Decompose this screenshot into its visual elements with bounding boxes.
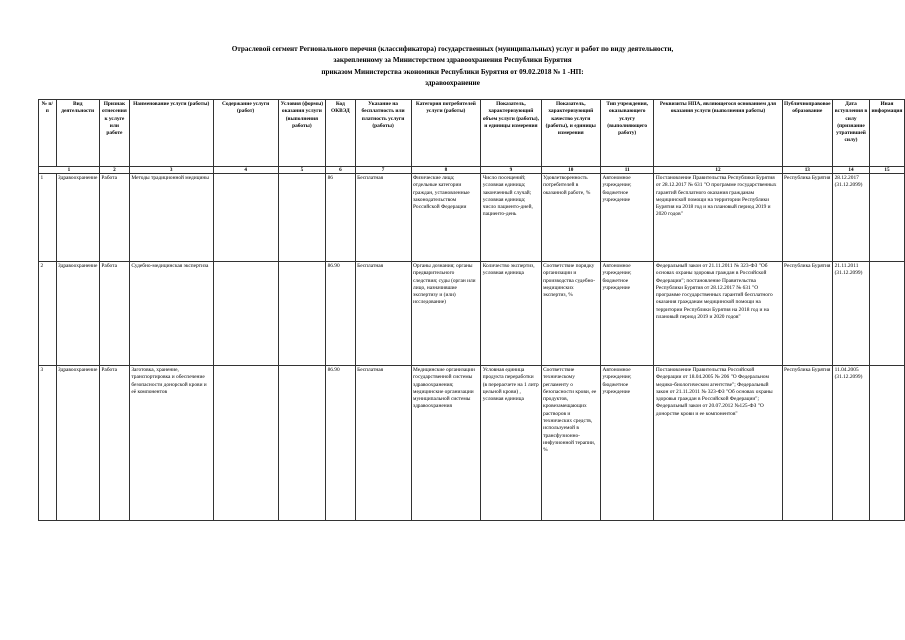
okved-cell: 86.90: [326, 262, 356, 366]
column-number: 8: [411, 167, 481, 174]
volume-cell: Число посещений; условная единица; законченный случай; условная единица; число пациенто-дней, пациенто-день: [481, 174, 541, 262]
volume-cell: Количество экспертиз, условная единица: [481, 262, 541, 366]
table-row: [39, 262, 905, 366]
okved-cell: 86.90: [326, 366, 356, 521]
row-number: 1: [39, 174, 57, 262]
column-number: 10: [541, 167, 600, 174]
quality-cell: Удовлетворенность потребителей в оказанной работе, %: [541, 174, 600, 262]
quality-cell: Соответствие порядку организации и производства судебно-медицинских экспертиз, %: [541, 262, 600, 366]
content-cell: [213, 174, 278, 262]
sign-cell: Работа: [99, 262, 129, 366]
classifier-table: [38, 99, 905, 521]
header-cell: Показатель, характеризующий качество услуги (работы), и единицы измерения: [541, 100, 600, 167]
header-cell: Содержание услуги (работ): [213, 100, 278, 167]
header-cell: Наименование услуги (работы): [129, 100, 213, 167]
npa-cell: Постановление Правительства Республики Бурятия от 28.12.2017 № 631 "О программе государственных гарантий бесплатного оказания гражданам медицинской помощи на территории Республики Бурятия на 2018 год и на плановый период 2019 и 2020 годов": [654, 174, 782, 262]
column-number: 9: [481, 167, 541, 174]
npa-cell: Постановление Правительства Российской Федерации от 18.04.2005 № 206 "О Федеральном медико-биологическом агентстве"; Федеральный закон от 21.11.2011 № 323-ФЗ "Об основах охраны здоровья граждан в Российской Федерации"; Федеральный закон от 20.07.2012 №125-ФЗ "О донорстве крови и ее компонентов": [654, 366, 782, 521]
consumers-cell: Органы дознания; органы предварительного следствия; суды (орган или лицо, назначившие экспертизу и (или) исследование): [411, 262, 481, 366]
title-line-3: приказом Министерства экономики Республики Бурятия от 09.02.2018 № 1 -НП:: [321, 67, 584, 76]
payment-cell: Бесплатная: [355, 174, 411, 262]
other-info-cell: [869, 366, 904, 521]
payment-cell: Бесплатная: [355, 262, 411, 366]
header-cell: Указание на бесплатность или платность услуги (работы): [355, 100, 411, 167]
public-entity-cell: Республика Бурятия: [782, 366, 833, 521]
title-line-2: закрепленному за Министерством здравоохранения Республики Бурятия: [333, 56, 572, 65]
public-entity-cell: Республика Бурятия: [782, 174, 833, 262]
title-line-4: здравоохранение: [425, 78, 480, 87]
header-cell: Вид деятельности: [56, 100, 99, 167]
conditions-cell: [278, 262, 325, 366]
conditions-cell: [278, 174, 325, 262]
service-name-cell: Методы традиционной медицины: [129, 174, 213, 262]
conditions-cell: [278, 366, 325, 521]
quality-cell: Соответствие техническому регламенту о безопасности крови, ее продуктов, кровезамещающих растворов и технических средств, используемой в трансфузионно-инфузионной терапии, %: [541, 366, 600, 521]
service-name-cell: Судебно-медицинская экспертиза: [129, 262, 213, 366]
table-row: [39, 366, 905, 521]
header-cell: Иная информация: [869, 100, 904, 167]
row-number: 3: [39, 366, 57, 521]
header-cell: Показатель, характеризующий объем услуги (работы), и единицы измерения: [481, 100, 541, 167]
date-cell: 28.12.2017 (31.12.2099): [833, 174, 870, 262]
column-number-row: [39, 167, 905, 174]
column-number: 14: [833, 167, 870, 174]
document-title: [140, 44, 765, 89]
other-info-cell: [869, 262, 904, 366]
header-cell: Код ОКВЭД: [326, 100, 356, 167]
header-cell: Дата вступления в силу (признание утратившей силу): [833, 100, 870, 167]
column-number: 15: [869, 167, 904, 174]
table-row: [39, 174, 905, 262]
header-cell: Тип учреждения, оказывающего услугу (выполняющего работу): [600, 100, 653, 167]
table-header-row: [39, 100, 905, 167]
volume-cell: Условная единица продукта переработки (в перерасчете на 1 литр цельной крови) , условная единица: [481, 366, 541, 521]
sign-cell: Работа: [99, 366, 129, 521]
header-cell: Реквизиты НПА, являющегося основанием для оказания услуги (выполнения работы): [654, 100, 782, 167]
consumers-cell: Физические лица; отдельные категории граждан, установленные законодательством Российской Федерации: [411, 174, 481, 262]
column-number: 1: [39, 167, 100, 174]
header-cell: Публичноправовое образование: [782, 100, 833, 167]
header-cell: Признак отнесения к услуге или работе: [99, 100, 129, 167]
institution-type-cell: Автономное учреждение; бюджетное учреждение: [600, 366, 653, 521]
activity-cell: Здравоохранение: [56, 174, 99, 262]
header-cell: Категория потребителей услуги (работы): [411, 100, 481, 167]
header-cell: Условия (формы) оказания услуги (выполнения работы): [278, 100, 325, 167]
header-cell: № п/п: [39, 100, 57, 167]
date-cell: 21.11.2011 (31.12.2099): [833, 262, 870, 366]
okved-cell: 86: [326, 174, 356, 262]
other-info-cell: [869, 174, 904, 262]
column-number: 6: [326, 167, 356, 174]
content-cell: [213, 366, 278, 521]
consumers-cell: Медицинские организации государственной системы здравоохранения; медицинские организации муниципальной системы здравоохранения: [411, 366, 481, 521]
column-number: 5: [278, 167, 325, 174]
public-entity-cell: Республика Бурятия: [782, 262, 833, 366]
date-cell: 11.04.2005 (31.12.2099): [833, 366, 870, 521]
content-cell: [213, 262, 278, 366]
service-name-cell: Заготовка, хранение, транспортировка и обеспечение безопасности донорской крови и её компонентов: [129, 366, 213, 521]
column-number: 2: [99, 167, 129, 174]
column-number: 4: [213, 167, 278, 174]
institution-type-cell: Автономное учреждение; бюджетное учреждение: [600, 174, 653, 262]
column-number: 13: [782, 167, 833, 174]
column-number: 3: [129, 167, 213, 174]
row-number: 2: [39, 262, 57, 366]
institution-type-cell: Автономное учреждение; бюджетное учреждение: [600, 262, 653, 366]
title-line-1: Отраслевой сегмент Регионального перечня (классификатора) государственных (муниципальных) услуг и работ по виду деятельности,: [231, 45, 674, 53]
activity-cell: Здравоохранение: [56, 366, 99, 521]
column-number: 12: [654, 167, 782, 174]
npa-cell: Федеральный закон от 21.11.2011 № 323-ФЗ "Об основах охраны здоровья граждан в Российской Федерации"; постановление Правительства Республики Бурятия от 28.12.2017 № 631 "О программе государственных гарантий бесплатного оказания гражданам медицинской помощи на территории Республики Бурятия на 2018 год и на плановый период 2019 и 2020 годов": [654, 262, 782, 366]
column-number: 7: [355, 167, 411, 174]
column-number: 11: [600, 167, 653, 174]
payment-cell: Бесплатная: [355, 366, 411, 521]
sign-cell: Работа: [99, 174, 129, 262]
activity-cell: Здравоохранение: [56, 262, 99, 366]
